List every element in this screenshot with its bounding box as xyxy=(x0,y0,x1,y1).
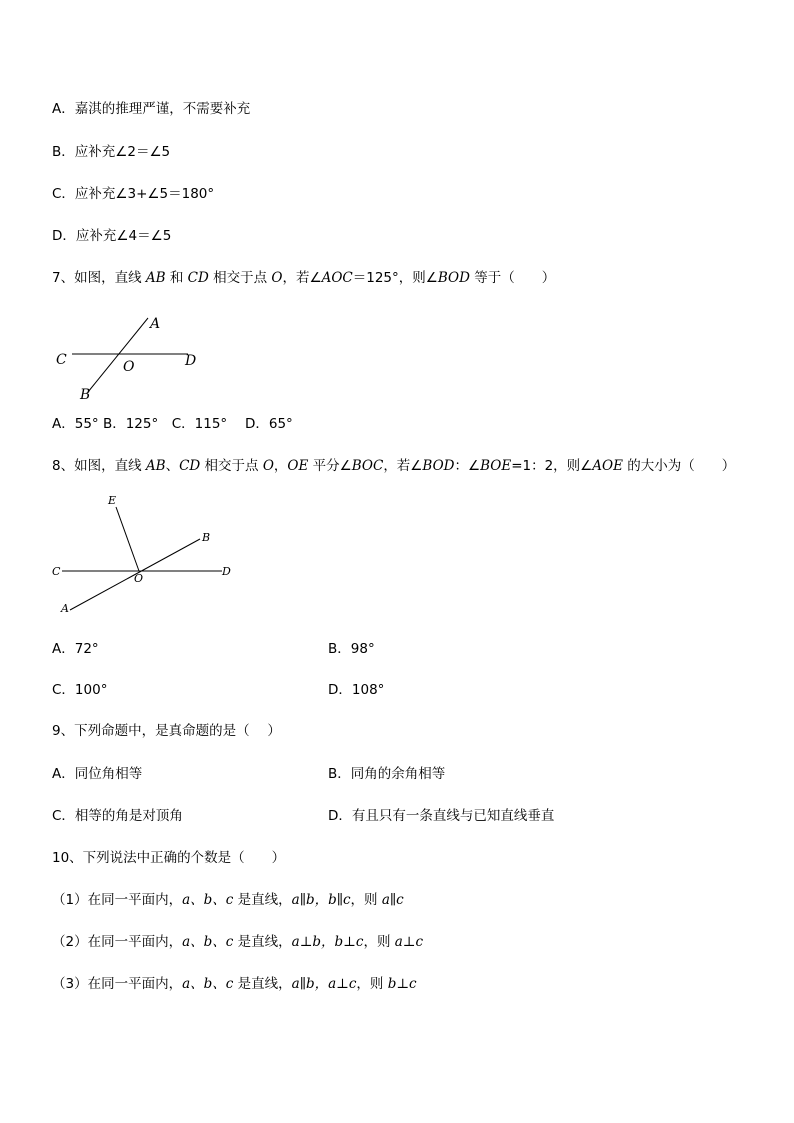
q8-label-b: B xyxy=(202,531,211,544)
q9-option-c: C．相等的角是对顶角 xyxy=(52,808,183,824)
q8-angle-bod: BOD xyxy=(422,458,455,474)
q7-angle-bod: BOD xyxy=(437,270,470,286)
q8-figure xyxy=(48,490,248,620)
q10-s3-vars: a、b、c xyxy=(182,976,234,992)
q8-line-cd: CD xyxy=(179,458,201,474)
q7-line-ab-stroke xyxy=(88,318,148,392)
q8-option-a: A．72° xyxy=(52,641,99,657)
q8-angle-aoe: AOE xyxy=(592,458,623,474)
q10-s2-condition: a⊥b，b⊥c xyxy=(291,934,364,950)
q8-text-3: 相交于点 xyxy=(200,458,263,474)
q8-option-d: D．108° xyxy=(328,682,385,698)
q7-label-a: A xyxy=(150,316,161,332)
q10-stem: 10、下列说法中正确的个数是（ ） xyxy=(52,850,286,866)
q7-label-b: B xyxy=(80,387,91,403)
q8-text-8: =1：2，则∠ xyxy=(511,458,593,474)
q8-label-e: E xyxy=(108,494,117,507)
q8-text-4: ， xyxy=(273,458,288,474)
q9-option-d: D．有且只有一条直线与已知直线垂直 xyxy=(328,808,555,824)
q10-s3-text-3: ，则 xyxy=(356,976,388,992)
q8-ray-oe-stroke xyxy=(116,507,139,571)
q7-label-c: C xyxy=(56,352,67,368)
q10-s3-text-1: （3）在同一平面内， xyxy=(52,976,183,992)
q10-s1-text-2: 是直线， xyxy=(233,892,292,908)
q8-text-1: 8、如图，直线 xyxy=(52,458,146,474)
q10-statement-3 xyxy=(52,975,417,993)
q8-stem xyxy=(52,457,735,475)
q7-label-d: D xyxy=(185,353,197,369)
q10-s1-vars: a、b、c xyxy=(182,892,234,908)
q8-line-ab: AB xyxy=(145,458,166,474)
q8-option-b: B．98° xyxy=(328,641,375,657)
q10-s1-conclusion: a∥c xyxy=(381,892,404,908)
q7-line-cd: CD xyxy=(187,270,209,286)
q10-s2-conclusion: a⊥c xyxy=(394,934,424,950)
q8-label-a: A xyxy=(61,602,69,615)
q8-label-c: C xyxy=(52,565,61,578)
q10-s3-conclusion: b⊥c xyxy=(387,976,417,992)
q8-text-9: 的大小为（ ） xyxy=(622,458,736,474)
q6-option-b: B．应补充∠2＝∠5 xyxy=(52,144,171,160)
q10-statement-1 xyxy=(52,891,404,909)
q7-text-6: 等于（ ） xyxy=(469,270,556,286)
q10-s2-vars: a、b、c xyxy=(182,934,234,950)
q8-point-o: O xyxy=(262,458,274,474)
q8-text-7: ：∠ xyxy=(454,458,481,474)
q10-s3-condition: a∥b，a⊥c xyxy=(291,976,357,992)
q7-label-o: O xyxy=(123,359,135,375)
q8-ray-oe: OE xyxy=(287,458,309,474)
q8-angle-boc: BOC xyxy=(351,458,384,474)
q7-options: A．55° B．125° C．115° D．65° xyxy=(52,416,293,432)
q7-text-5: ＝125°，则∠ xyxy=(352,270,438,286)
q8-option-c: C．100° xyxy=(52,682,108,698)
q8-text-5: 平分∠ xyxy=(308,458,352,474)
q9-option-a: A．同位角相等 xyxy=(52,766,143,782)
q7-stem xyxy=(52,269,555,287)
q10-s2-text-3: ，则 xyxy=(363,934,395,950)
q7-angle-aoc: AOC xyxy=(321,270,353,286)
q8-label-o: O xyxy=(134,572,144,585)
q8-label-d: D xyxy=(222,565,231,578)
q10-s1-text-1: （1）在同一平面内， xyxy=(52,892,183,908)
q8-text-6: ，若∠ xyxy=(383,458,423,474)
q6-option-c: C．应补充∠3+∠5＝180° xyxy=(52,186,215,202)
q10-s2-text-1: （2）在同一平面内， xyxy=(52,934,183,950)
q10-s1-condition: a∥b，b∥c xyxy=(291,892,351,908)
q10-s3-text-2: 是直线， xyxy=(233,976,292,992)
q7-text-3: 相交于点 xyxy=(208,270,272,286)
q8-text-2: 、 xyxy=(165,458,180,474)
q7-point-o: O xyxy=(271,270,283,286)
q7-line-ab: AB xyxy=(145,270,166,286)
q10-statement-2 xyxy=(52,933,423,951)
q7-text-1: 7、如图，直线 xyxy=(52,270,146,286)
q8-angle-boe: BOE xyxy=(480,458,512,474)
q7-text-4: ，若∠ xyxy=(282,270,322,286)
q7-text-2: 和 xyxy=(165,270,188,286)
q10-s2-text-2: 是直线， xyxy=(233,934,292,950)
q6-option-d: D．应补充∠4＝∠5 xyxy=(52,228,172,244)
q9-stem: 9、下列命题中，是真命题的是（ ） xyxy=(52,723,281,739)
q6-option-a: A．嘉淇的推理严谨，不需要补充 xyxy=(52,101,251,117)
q10-s1-text-3: ，则 xyxy=(350,892,382,908)
q9-option-b: B．同角的余角相等 xyxy=(328,766,446,782)
q7-figure xyxy=(50,310,210,405)
